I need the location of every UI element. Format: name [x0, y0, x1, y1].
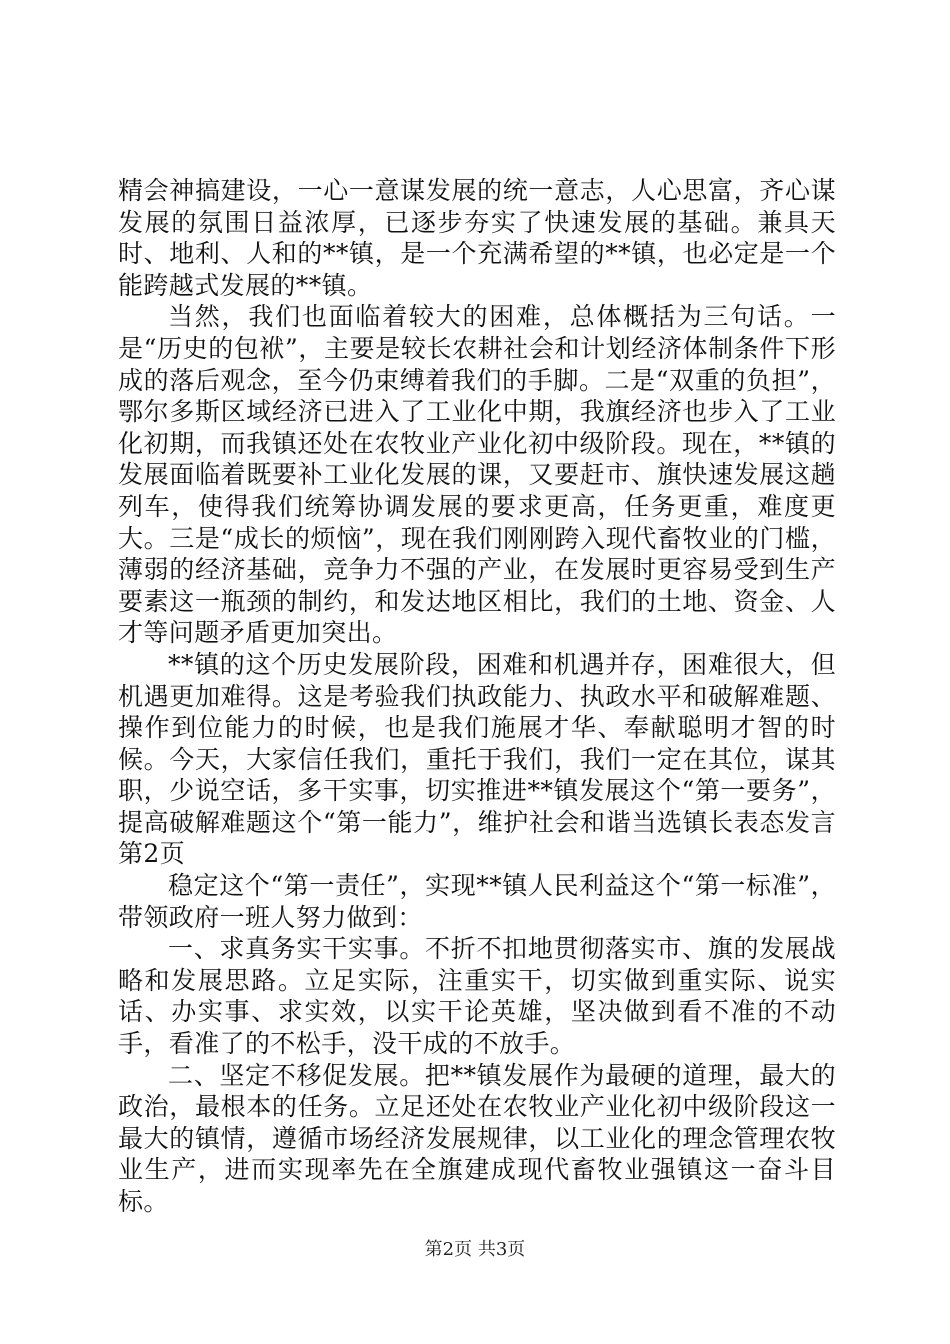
paragraph-opportunities: **镇的这个历史发展阶段，困难和机遇并存，困难很大，但机遇更加难得。这是考验我们执政能力、执政水平和破解难题、操作到位能力的时候，也是我们施展才华、奉献聪明才智的时候。今天，大家信任我们，重托于我们，我们一定在其位，谋其职，少说空话，多干实事，切实推进**镇发展这个“第一要务”，提高破解难题这个“第一能力”，维护社会和谐当选镇长表态发言第2页 — [118, 649, 836, 869]
paragraph-point-one: 一、求真务实干实事。不折不扣地贯彻落实市、旗的发展战略和发展思路。立足实际，注重实干，切实做到重实际、说实话、办实事、求实效，以实干论英雄，坚决做到看不准的不动手，看准了的不松手，没干成的不放手。 — [118, 934, 836, 1059]
document-body — [118, 175, 836, 1218]
paragraph-point-two: 二、坚定不移促发展。把**镇发展作为最硬的道理，最大的政治，最根本的任务。立足还处在农牧业产业化初中级阶段这一最大的镇情，遵循市场经济发展规律，以工业化的理念管理农牧业生产，进而实现率先在全旗建成现代畜牧业强镇这一奋斗目标。 — [118, 1060, 836, 1216]
page-footer: 第2页 共3页 — [424, 1239, 526, 1260]
paragraph-continuation: 精会神搞建设，一心一意谋发展的统一意志，人心思富，齐心谋发展的氛围日益浓厚，已逐步夯实了快速发展的基础。兼具天时、地利、人和的**镇，是一个充满希望的**镇，也必定是一个能跨越式发展的**镇。 — [118, 176, 836, 300]
paragraph-responsibility: 稳定这个“第一责任”，实现**镇人民利益这个“第一标准”，带领政府一班人努力做到： — [118, 871, 836, 932]
paragraph-difficulties: 当然，我们也面临着较大的困难，总体概括为三句话。一是“历史的包袱”，主要是较长农耕社会和计划经济体制条件下形成的落后观念，至今仍束缚着我们的手脚。二是“双重的负担”，鄂尔多斯区域经济已进入了工业化中期，我旗经济也步入了工业化初期，而我镇还处在农牧业产业化初中级阶段。现在，**镇的发展面临着既要补工业化发展的课，又要赶市、旗快速发展这趟列车，使得我们统筹协调发展的要求更高，任务更重，难度更大。三是“成长的烦恼”，现在我们刚刚跨入现代畜牧业的门槛，薄弱的经济基础，竞争力不强的产业，在发展时更容易受到生产要素这一瓶颈的制约，和发达地区相比，我们的土地、资金、人才等问题矛盾更加突出。 — [118, 302, 836, 648]
